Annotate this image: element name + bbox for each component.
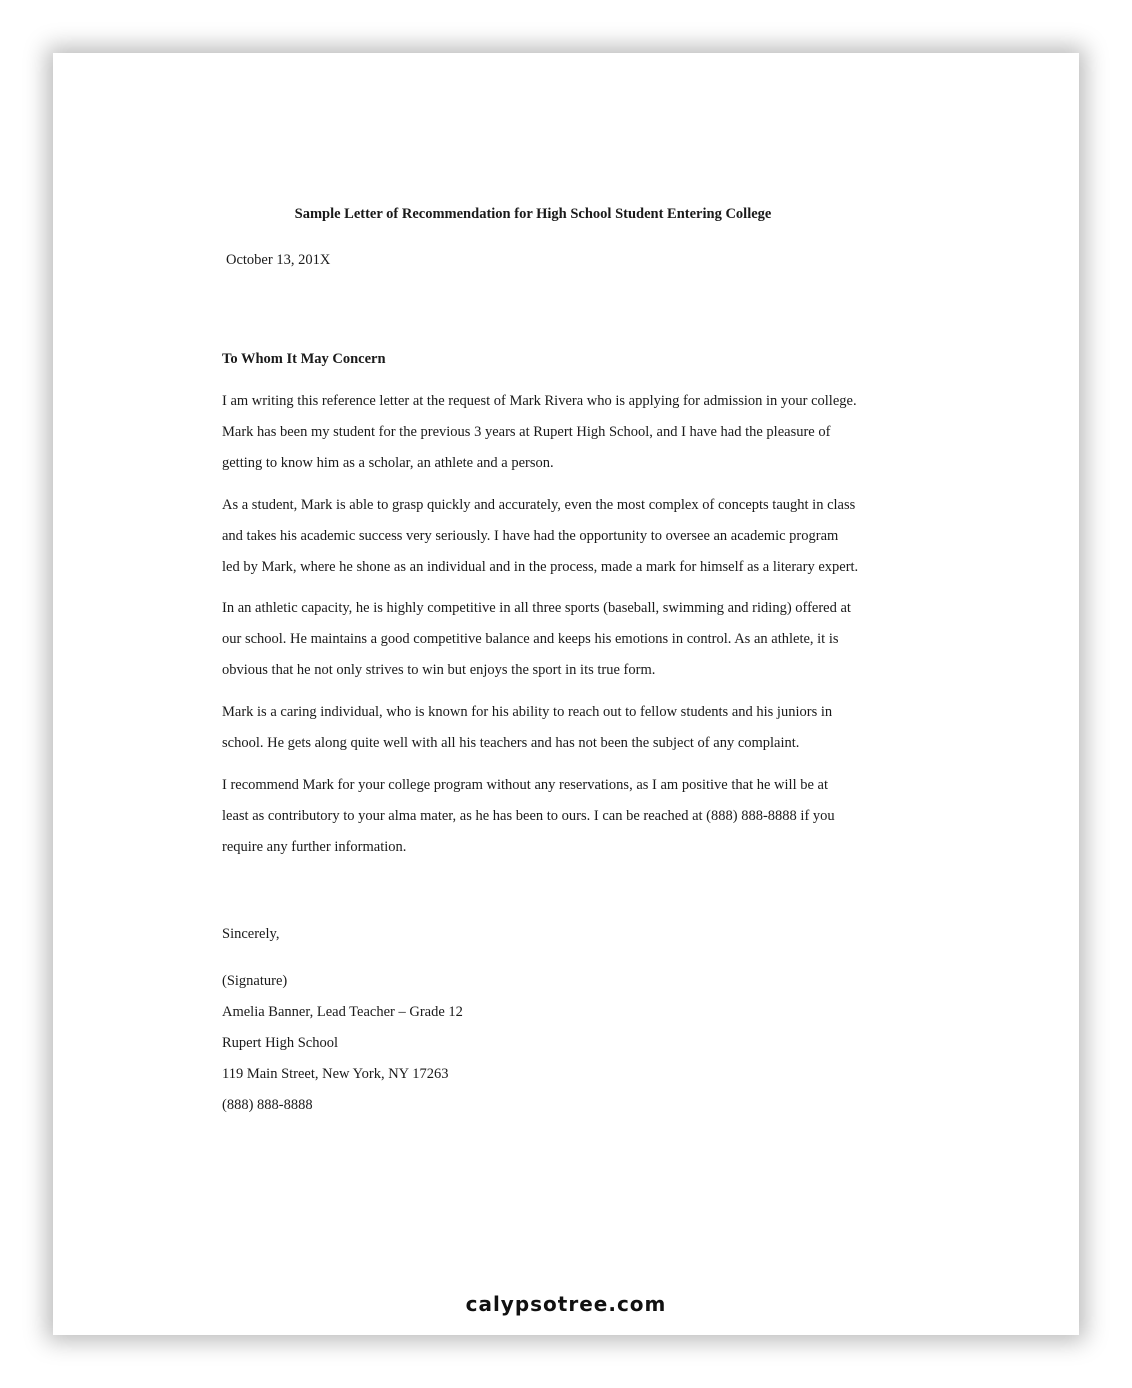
signer-school: Rupert High School: [222, 1035, 338, 1051]
paragraph-line: Mark has been my student for the previous 3 years at Rupert High School, and I have had the pleasure of: [222, 424, 831, 440]
paragraph-line: require any further information.: [222, 839, 407, 855]
paragraph-line: least as contributory to your alma mater, as he has been to ours. I can be reached at (888) 888-8888 if you: [222, 808, 835, 824]
paragraph-character: [222, 697, 862, 759]
paragraph-line: our school. He maintains a good competitive balance and keeps his emotions in control. As an athlete, it is: [222, 631, 839, 647]
paragraph-line: obvious that he not only strives to win but enjoys the sport in its true form.: [222, 662, 656, 678]
letter-title: Sample Letter of Recommendation for High School Student Entering College: [294, 206, 772, 222]
letter-date: October 13, 201X: [226, 252, 331, 268]
signer-name-title: Amelia Banner, Lead Teacher – Grade 12: [222, 1004, 463, 1020]
paragraph-athletics: [222, 593, 862, 686]
paragraph-line: getting to know him as a scholar, an athlete and a person.: [222, 455, 554, 471]
closing: Sincerely,: [222, 926, 280, 942]
paragraph-academics: [222, 490, 862, 583]
paragraph-line: Mark is a caring individual, who is known for his ability to reach out to fellow students and his juniors in: [222, 704, 833, 720]
paragraph-line: school. He gets along quite well with all his teachers and has not been the subject of any complaint.: [222, 735, 800, 751]
paragraph-line: In an athletic capacity, he is highly competitive in all three sports (baseball, swimming and riding) offered at: [222, 600, 851, 616]
paragraph-line: and takes his academic success very seriously. I have had the opportunity to oversee an academic program: [222, 528, 839, 544]
signature-line: (Signature): [222, 973, 288, 989]
paragraph-request: [222, 386, 862, 479]
signature-block: [222, 966, 463, 1121]
document-page: [53, 53, 1079, 1335]
site-watermark: calypsotree.com: [465, 1292, 667, 1316]
salutation: To Whom It May Concern: [222, 351, 386, 367]
signer-phone: (888) 888-8888: [222, 1097, 313, 1113]
paragraph-line: led by Mark, where he shone as an individual and in the process, made a mark for himself as a literary expert.: [222, 559, 859, 575]
paragraph-line: I am writing this reference letter at the request of Mark Rivera who is applying for admission in your college.: [222, 393, 857, 409]
signer-address: 119 Main Street, New York, NY 17263: [222, 1066, 449, 1082]
paragraph-line: I recommend Mark for your college program without any reservations, as I am positive that he will be at: [222, 777, 828, 793]
paragraph-recommendation: [222, 770, 862, 863]
paragraph-line: As a student, Mark is able to grasp quickly and accurately, even the most complex of concepts taught in class: [222, 497, 856, 513]
